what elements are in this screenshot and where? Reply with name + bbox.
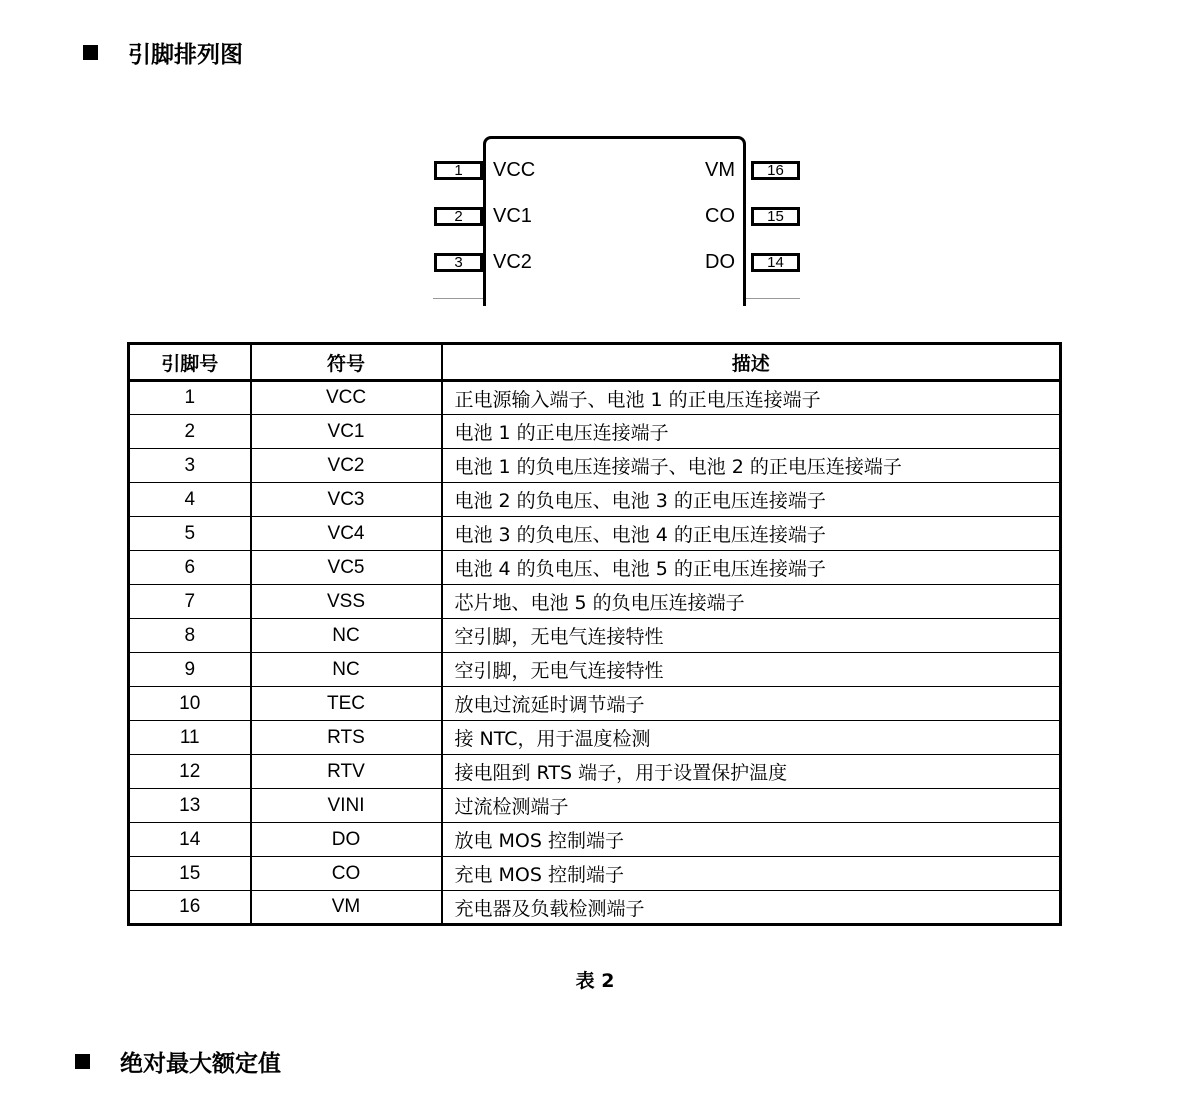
table-row <box>129 653 1061 687</box>
pin-number-cell: 1 <box>129 381 251 415</box>
pin-number-cell: 12 <box>129 755 251 789</box>
table-row <box>129 415 1061 449</box>
table-row <box>129 381 1061 415</box>
symbol-cell: VSS <box>251 585 442 619</box>
pin-2-label: VC1 <box>493 205 532 227</box>
pin-1-label: VCC <box>493 159 536 181</box>
description-cell: 接电阻到 RTS 端子，用于设置保护温度 <box>442 755 1061 789</box>
pin-number-cell: 6 <box>129 551 251 585</box>
pin-number-cell: 2 <box>129 415 251 449</box>
table-row <box>129 891 1061 925</box>
table-row <box>129 517 1061 551</box>
pin-1-tab: 1 <box>434 161 483 180</box>
section-title: 绝对最大额定值 <box>120 1051 281 1077</box>
table-row <box>129 789 1061 823</box>
symbol-cell: VCC <box>251 381 442 415</box>
pin-number-cell: 9 <box>129 653 251 687</box>
pin-number-cell: 8 <box>129 619 251 653</box>
pin-2-tab: 2 <box>434 207 483 226</box>
table-body <box>129 381 1061 925</box>
description-cell: 电池 1 的正电压连接端子 <box>442 415 1061 449</box>
symbol-cell: VM <box>251 891 442 925</box>
section-title: 引脚排列图 <box>128 42 243 68</box>
description-cell: 充电 MOS 控制端子 <box>442 857 1061 891</box>
symbol-cell: CO <box>251 857 442 891</box>
symbol-cell: TEC <box>251 687 442 721</box>
pin-number-cell: 16 <box>129 891 251 925</box>
description-cell: 空引脚，无电气连接特性 <box>442 619 1061 653</box>
pin-number-cell: 11 <box>129 721 251 755</box>
description-cell: 电池 3 的负电压、电池 4 的正电压连接端子 <box>442 517 1061 551</box>
symbol-cell: RTS <box>251 721 442 755</box>
chip-cut-line-left <box>433 298 483 299</box>
description-cell: 充电器及负载检测端子 <box>442 891 1061 925</box>
table-row <box>129 551 1061 585</box>
table-header-row <box>129 344 1061 381</box>
description-cell: 过流检测端子 <box>442 789 1061 823</box>
symbol-cell: VC1 <box>251 415 442 449</box>
symbol-cell: NC <box>251 619 442 653</box>
table-row <box>129 721 1061 755</box>
table-row <box>129 687 1061 721</box>
pin-15-tab: 15 <box>751 207 800 226</box>
symbol-cell: VC5 <box>251 551 442 585</box>
symbol-cell: DO <box>251 823 442 857</box>
pin-15-label: CO <box>705 205 735 227</box>
table-row <box>129 857 1061 891</box>
pin-number-cell: 14 <box>129 823 251 857</box>
pin-3-tab: 3 <box>434 253 483 272</box>
symbol-cell: VC3 <box>251 483 442 517</box>
description-cell: 放电 MOS 控制端子 <box>442 823 1061 857</box>
pin-number-cell: 3 <box>129 449 251 483</box>
symbol-cell: NC <box>251 653 442 687</box>
pin-14-label: DO <box>705 251 735 273</box>
table-caption: 表 2 <box>575 970 615 992</box>
description-cell: 正电源输入端子、电池 1 的正电压连接端子 <box>442 381 1061 415</box>
section-heading-pin-arrangement <box>83 36 243 69</box>
pin-number-cell: 5 <box>129 517 251 551</box>
pin-description-table <box>127 342 1062 926</box>
header-description: 描述 <box>442 344 1061 381</box>
symbol-cell: VC4 <box>251 517 442 551</box>
square-bullet-icon <box>83 45 98 60</box>
pin-number-cell: 4 <box>129 483 251 517</box>
pin-number-cell: 13 <box>129 789 251 823</box>
symbol-cell: RTV <box>251 755 442 789</box>
table-row <box>129 823 1061 857</box>
pin-number-cell: 10 <box>129 687 251 721</box>
description-cell: 空引脚，无电气连接特性 <box>442 653 1061 687</box>
table-row <box>129 585 1061 619</box>
header-pin-number: 引脚号 <box>129 344 251 381</box>
pin-14-tab: 14 <box>751 253 800 272</box>
symbol-cell: VINI <box>251 789 442 823</box>
symbol-cell: VC2 <box>251 449 442 483</box>
table-row <box>129 755 1061 789</box>
pin-16-label: VM <box>705 159 735 181</box>
table-row <box>129 619 1061 653</box>
description-cell: 电池 2 的负电压、电池 3 的正电压连接端子 <box>442 483 1061 517</box>
pin-3-label: VC2 <box>493 251 532 273</box>
description-cell: 放电过流延时调节端子 <box>442 687 1061 721</box>
pin-number-cell: 15 <box>129 857 251 891</box>
square-bullet-icon <box>75 1054 90 1069</box>
description-cell: 电池 4 的负电压、电池 5 的正电压连接端子 <box>442 551 1061 585</box>
header-symbol: 符号 <box>251 344 442 381</box>
pin-number-cell: 7 <box>129 585 251 619</box>
chip-cut-line-right <box>746 298 800 299</box>
pin-16-tab: 16 <box>751 161 800 180</box>
description-cell: 接 NTC，用于温度检测 <box>442 721 1061 755</box>
description-cell: 电池 1 的负电压连接端子、电池 2 的正电压连接端子 <box>442 449 1061 483</box>
description-cell: 芯片地、电池 5 的负电压连接端子 <box>442 585 1061 619</box>
table-row <box>129 483 1061 517</box>
section-heading-absolute-max-ratings <box>75 1045 281 1078</box>
table-row <box>129 449 1061 483</box>
